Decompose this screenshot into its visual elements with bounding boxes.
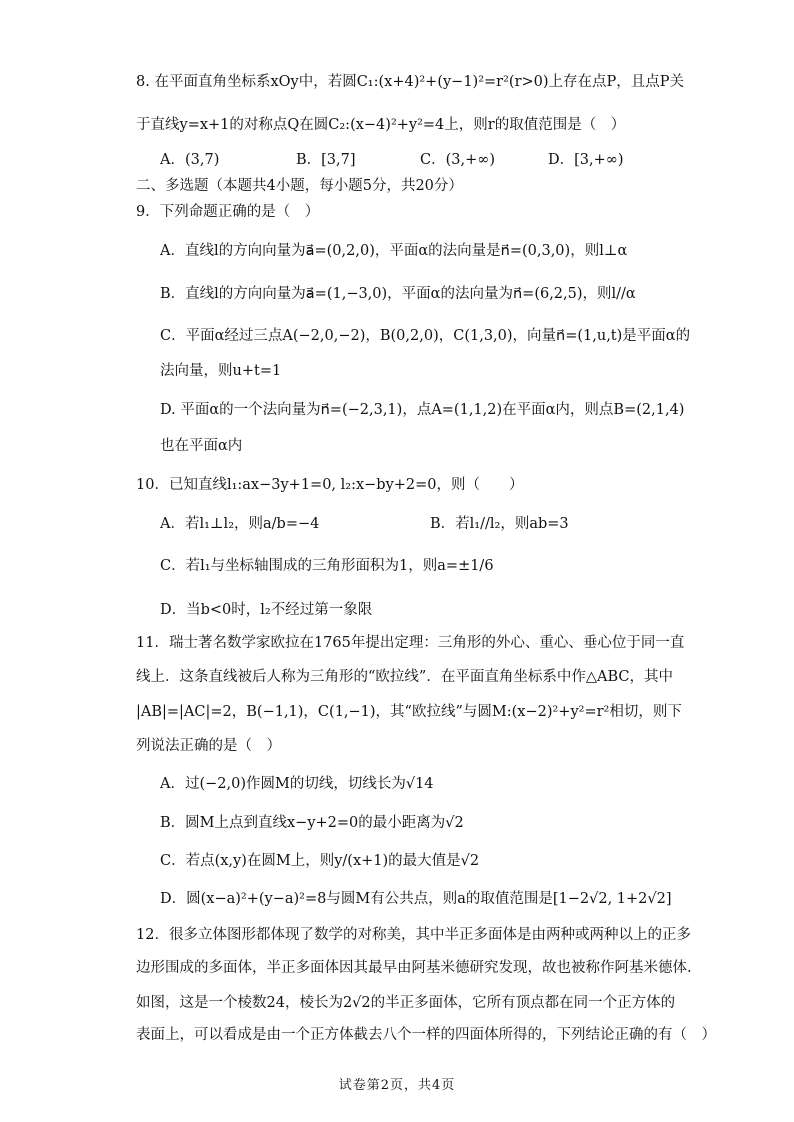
text-line: B．直线l的方向向量为a⃗=(1,−3,0)，平面α的法向量为n⃗=(6,2,5)，则l//α: [160, 286, 636, 302]
text-line: D．圆(x−a)²+(y−a)²=8与圆M有公共点，则a的取值范围是[1−2√2, 1+2√2]: [160, 891, 672, 907]
text-line: 二、多选题（本题共4小题，每小题5分，共20分）: [136, 178, 463, 194]
page-footer: 试卷第2页，共4页: [338, 1078, 456, 1093]
text-line: 如图，这是一个棱数24，棱长为2√2的半正多面体，它所有顶点都在同一个正方体的: [136, 995, 676, 1011]
text-line: 也在平面α内: [160, 438, 243, 454]
q10-option-a: A．若l₁⊥l₂，则a/b=−4: [160, 516, 320, 532]
q8-option-a: A．(3,7): [160, 152, 220, 168]
text-line: A．直线l的方向向量为a⃗=(0,2,0)，平面α的法向量是n⃗=(0,3,0)，则l⊥α: [160, 243, 628, 259]
text-line: 表面上，可以看成是由一个正方体截去八个一样的四面体所得的，下列结论正确的有（ ）: [136, 1027, 716, 1043]
text-line: 12．很多立体图形都体现了数学的对称美，其中半正多面体是由两种或两种以上的正多: [136, 927, 691, 943]
text-line: D．当b<0时，l₂不经过第一象限: [160, 602, 373, 618]
text-line: 11．瑞士著名数学家欧拉在1765年提出定理：三角形的外心、重心、垂心位于同一直: [136, 635, 685, 651]
text-line: 线上．这条直线被后人称为三角形的“欧拉线”．在平面直角坐标系中作△ABC，其中: [136, 669, 673, 685]
text-line: 10．已知直线l₁:ax−3y+1=0, l₂:x−by+2=0，则（ ）: [136, 477, 524, 493]
text-line: C．若l₁与坐标轴围成的三角形面积为1，则a=±1/6: [160, 558, 494, 574]
q10-option-b: B．若l₁//l₂，则ab=3: [430, 516, 569, 532]
text-line: C．若点(x,y)在圆M上，则y/(x+1)的最大值是√2: [160, 853, 480, 869]
text-line: 8. 在平面直角坐标系xOy中，若圆C₁:(x+4)²+(y−1)²=r²(r>0)上存在点P，且点P关: [136, 74, 685, 90]
text-line: 于直线y=x+1的对称点Q在圆C₂:(x−4)²+y²=4上，则r的取值范围是（ ）: [136, 117, 626, 133]
text-line: 列说法正确的是（ ）: [136, 738, 281, 754]
text-line: 法向量，则u+t=1: [160, 363, 282, 379]
text-line: |AB|=|AC|=2，B(−1,1)，C(1,−1)，其“欧拉线”与圆M:(x−2)²+y²=r²相切，则下: [136, 704, 682, 720]
q8-option-c: C．(3,+∞): [420, 152, 495, 168]
text-line: 9．下列命题正确的是（ ）: [136, 204, 320, 220]
text-line: B．圆M上点到直线x−y+2=0的最小距离为√2: [160, 815, 464, 831]
text-line: A．过(−2,0)作圆M的切线，切线长为√14: [160, 776, 434, 792]
text-line: 边形围成的多面体，半正多面体因其最早由阿基米德研究发现，故也被称作阿基米德体.: [136, 960, 692, 976]
q8-option-b: B．[3,7]: [296, 152, 356, 168]
q8-option-d: D．[3,+∞): [548, 152, 624, 168]
text-line: C．平面α经过三点A(−2,0,−2)，B(0,2,0)，C(1,3,0)，向量n⃗=(1,u,t)是平面α的: [160, 328, 691, 344]
text-line: D. 平面α的一个法向量为n⃗=(−2,3,1)，点A=(1,1,2)在平面α内，则点B=(2,1,4): [160, 402, 685, 418]
